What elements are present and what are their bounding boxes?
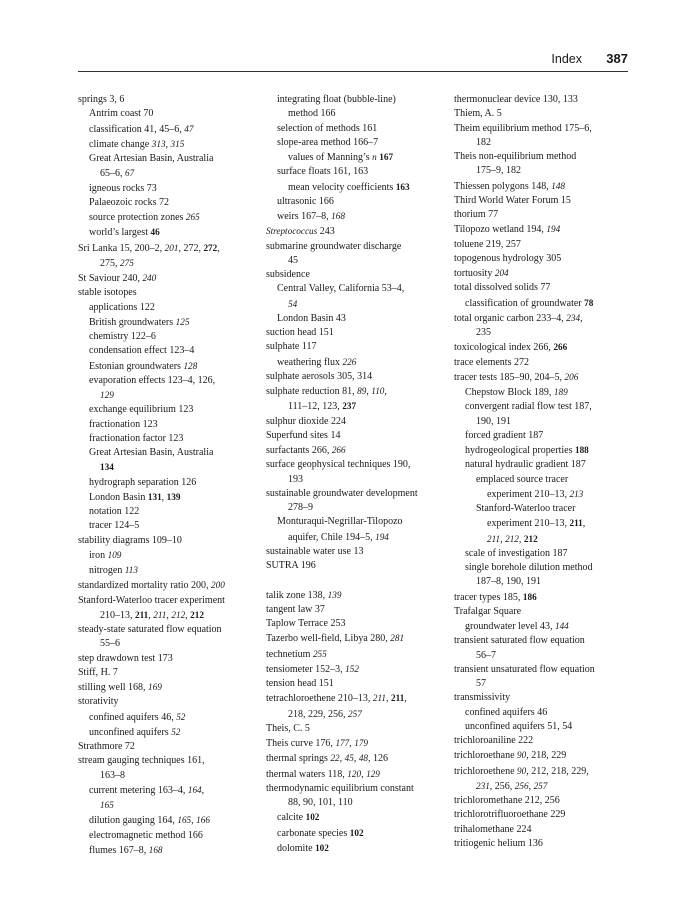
index-entry: step drawdown test 173: [78, 652, 173, 664]
index-entry: Strathmore 72: [78, 741, 135, 752]
index-subentry: Antrim coast 70: [89, 108, 154, 120]
index-subentry: experiment 210–13, 213: [487, 488, 584, 500]
header-rule: [78, 71, 628, 72]
index-subentry: British groundwaters 125: [89, 316, 190, 328]
index-subentry: values of Manning’s n 167: [288, 152, 394, 163]
index-entry: trichloroethene 90, 212, 218, 229,: [454, 765, 589, 777]
index-subentry: weirs 167–8, 168: [277, 211, 345, 222]
index-subentry: 54: [288, 298, 298, 309]
index-subentry: nitrogen 113: [89, 565, 138, 576]
index-entry: tangent law 37: [266, 603, 325, 615]
index-subentry: Palaeozoic rocks 72: [89, 196, 169, 208]
section-gap: [266, 573, 446, 587]
index-subentry: tracer 124–5: [89, 520, 140, 532]
index-subentry: electromagnetic method 166: [89, 829, 203, 841]
index-entry: stable isotopes: [78, 287, 137, 299]
index-subentry: 165: [100, 800, 114, 810]
index-entry: total dissolved solids 77: [454, 282, 551, 294]
index-subentry: Central Valley, California 53–4,: [277, 283, 405, 295]
index-subentry: 231, 256, 256, 257: [476, 780, 548, 792]
index-subentry: mean velocity coefficients 163: [288, 181, 410, 193]
index-entry: sulphate aerosols 305, 314: [266, 370, 373, 382]
index-subentry: calcite 102: [277, 812, 320, 824]
index-subentry: 235: [476, 327, 491, 338]
index-entry: stability diagrams 109–10: [78, 534, 182, 546]
index-subentry: dilution gauging 164, 165, 166: [89, 815, 210, 827]
index-entry: standardized mortality ratio 200, 200: [78, 580, 225, 592]
index-subentry: evaporation effects 123–4, 126,: [89, 374, 216, 386]
index-subentry: 182: [476, 136, 491, 148]
index-subentry: 88, 90, 101, 110: [288, 797, 353, 808]
index-entry: springs 3, 6: [78, 94, 125, 105]
index-subentry: unconfined aquifers 51, 54: [465, 720, 573, 732]
header-title: Index: [551, 52, 582, 66]
index-subentry: ultrasonic 166: [277, 195, 334, 207]
running-header: [78, 50, 628, 70]
index-entry: transient saturated flow equation: [454, 635, 585, 647]
index-subentry: fractionation 123: [89, 418, 158, 430]
index-entry: SUTRA 196: [266, 560, 316, 571]
index-entry: transmissivity: [454, 692, 511, 704]
index-entry: Stiff, H. 7: [78, 666, 118, 678]
index-entry: thermal springs 22, 45, 48, 126: [266, 753, 388, 765]
index-entry: Theim equilibrium method 175–6,: [454, 122, 592, 134]
index-entry: toxicological index 266, 266: [454, 342, 568, 354]
index-entry: trichloroethane 90, 218, 229: [454, 750, 567, 762]
index-subentry: 57: [476, 678, 486, 689]
index-entry: Streptococcus 243: [266, 226, 335, 238]
index-subentry: climate change 313, 315: [89, 138, 185, 150]
index-entry: trace elements 272: [454, 356, 529, 368]
index-entry: thorium 77: [454, 209, 499, 220]
index-entry: Theis, C. 5: [266, 722, 310, 734]
index-entry: suction head 151: [266, 327, 334, 338]
index-subentry: 211, 212, 212: [487, 533, 538, 545]
index-subentry: 275, 275: [100, 257, 134, 269]
index-entry: Stanford-Waterloo tracer experiment: [78, 594, 225, 606]
index-entry: Theis non-equilibrium method: [454, 151, 577, 162]
index-entry: Tilopozo wetland 194, 194: [454, 224, 561, 236]
index-entry: Tazerbo well-field, Libya 280, 281: [266, 633, 405, 645]
index-entry: tortuosity 204: [454, 268, 509, 279]
index-subentry: source protection zones 265: [89, 212, 200, 223]
index-entry: St Saviour 240, 240: [78, 273, 157, 284]
index-entry: steady-state saturated flow equation: [78, 624, 222, 635]
index-entry: trichlorotrifluoroethane 229: [454, 809, 566, 821]
index-entry: Theis curve 176, 177, 179: [266, 738, 368, 749]
index-subentry: chemistry 122–6: [89, 331, 156, 342]
index-subentry: Great Artesian Basin, Australia: [89, 153, 214, 164]
index-entry: Taplow Terrace 253: [266, 618, 346, 629]
index-subentry: iron 109: [89, 549, 122, 561]
index-subentry: groundwater level 43, 144: [465, 621, 569, 632]
index-subentry: carbonate species 102: [277, 827, 364, 839]
index-entry: Thiem, A. 5: [454, 108, 502, 120]
index-entry: Third World Water Forum 15: [454, 194, 571, 206]
index-subentry: 111–12, 123, 237: [288, 401, 357, 413]
index-subentry: Great Artesian Basin, Australia: [89, 447, 214, 458]
index-subentry: confined aquifers 46, 52: [89, 711, 186, 723]
index-entry: total organic carbon 233–4, 234,: [454, 312, 583, 324]
index-subentry: hydrograph separation 126: [89, 476, 197, 488]
index-subentry: weathering flux 226: [277, 356, 357, 368]
index-subentry: slope-area method 166–7: [277, 136, 379, 148]
index-subentry: surface floats 161, 163: [277, 166, 369, 178]
index-subentry: forced gradient 187: [465, 429, 544, 441]
index-entry: tracer types 185, 186: [454, 591, 537, 603]
index-subentry: integrating float (bubble-line): [277, 94, 396, 105]
index-subentry: condensation effect 123–4: [89, 345, 195, 357]
index-entry: submarine groundwater discharge: [266, 240, 402, 252]
index-subentry: Chepstow Block 189, 189: [465, 387, 568, 398]
index-subentry: Monturaqui-Negrillar-Tilopozo: [277, 516, 403, 528]
index-subentry: convergent radial flow test 187,: [465, 401, 592, 413]
index-subentry: 193: [288, 473, 303, 485]
index-subentry: 190, 191: [476, 415, 511, 427]
index-entry: thermonuclear device 130, 133: [454, 94, 578, 105]
index-entry: Thiessen polygons 148, 148: [454, 180, 565, 192]
index-subentry: confined aquifers 46: [465, 706, 548, 718]
index-subentry: classification of groundwater 78: [465, 297, 594, 309]
index-subentry: 218, 229, 256, 257: [288, 708, 362, 720]
index-entry: Trafalgar Square: [454, 605, 522, 617]
index-entry: surface geophysical techniques 190,: [266, 459, 411, 471]
index-entry: talik zone 138, 139: [266, 589, 342, 601]
index-subentry: Stanford-Waterloo tracer: [476, 503, 576, 514]
index-entry: tritiogenic helium 136: [454, 837, 543, 849]
index-entry: transient unsaturated flow equation: [454, 663, 595, 675]
index-entry: surfactants 266, 266: [266, 445, 346, 456]
index-subentry: 45: [288, 254, 298, 266]
index-subentry: scale of investigation 187: [465, 547, 568, 559]
index-column-1: [78, 93, 258, 858]
index-subentry: Estonian groundwaters 128: [89, 360, 198, 372]
index-entry: thermal waters 118, 120, 129: [266, 768, 380, 780]
index-entry: trichloroaniline 222: [454, 735, 534, 746]
index-subentry: aquifer, Chile 194–5, 194: [288, 531, 389, 543]
index-entry: trichloromethane 212, 256: [454, 795, 560, 806]
index-subentry: 175–9, 182: [476, 165, 521, 177]
index-entry: tensiometer 152–3, 152: [266, 663, 359, 675]
index-subentry: 65–6, 67: [100, 168, 135, 180]
index-entry: technetium 255: [266, 648, 327, 660]
index-entry: trihalomethane 224: [454, 823, 532, 835]
index-subentry: 163–8: [100, 769, 125, 781]
index-entry: sulphate 117: [266, 341, 317, 353]
page-number: 387: [606, 51, 628, 66]
index-subentry: 187–8, 190, 191: [476, 576, 541, 588]
index-subentry: current metering 163–4, 164,: [89, 784, 205, 796]
index-column-3: [454, 93, 634, 851]
index-entry: tension head 151: [266, 678, 334, 689]
index-entry: sustainable water use 13: [266, 545, 364, 557]
index-subentry: single borehole dilution method: [465, 562, 593, 573]
index-entry: sulphur dioxide 224: [266, 415, 346, 427]
index-subentry: dolomite 102: [277, 842, 329, 854]
index-subentry: unconfined aquifers 52: [89, 726, 181, 738]
index-subentry: notation 122: [89, 506, 140, 517]
index-column-2: [266, 93, 446, 856]
index-subentry: 278–9: [288, 502, 313, 513]
index-entry: sulphate reduction 81, 89, 110,: [266, 386, 387, 397]
index-entry: subsidence: [266, 269, 310, 280]
index-subentry: igneous rocks 73: [89, 182, 157, 194]
index-subentry: 134: [100, 462, 114, 473]
index-subentry: classification 41, 45–6, 47: [89, 123, 194, 135]
index-subentry: flumes 167–8, 168: [89, 844, 163, 856]
index-entry: stream gauging techniques 161,: [78, 755, 205, 767]
index-entry: tracer tests 185–90, 204–5, 206: [454, 371, 579, 383]
index-subentry: exchange equilibrium 123: [89, 404, 194, 416]
index-subentry: hydrogeological properties 188: [465, 445, 589, 456]
index-subentry: world’s largest 46: [89, 227, 160, 239]
index-entry: tetrachloroethene 210–13, 211, 211,: [266, 693, 407, 705]
index-entry: Sri Lanka 15, 200–2, 201, 272, 272,: [78, 242, 220, 254]
index-entry: storativity: [78, 696, 119, 708]
index-entry: thermodynamic equilibrium constant: [266, 782, 414, 794]
index-subentry: London Basin 43: [277, 312, 346, 324]
index-entry: sustainable groundwater development: [266, 487, 418, 499]
index-subentry: selection of methods 161: [277, 122, 378, 134]
index-subentry: London Basin 131, 139: [89, 491, 181, 503]
index-subentry: experiment 210–13, 211,: [487, 518, 586, 530]
index-subentry: emplaced source tracer: [476, 473, 569, 485]
index-entry: topogenous hydrology 305: [454, 252, 562, 264]
index-subentry: 210–13, 211, 211, 212, 212: [100, 609, 204, 621]
index-subentry: natural hydraulic gradient 187: [465, 459, 586, 471]
index-entry: Superfund sites 14: [266, 429, 341, 441]
index-entry: toluene 219, 257: [454, 238, 521, 250]
index-subentry: fractionation factor 123: [89, 432, 184, 444]
index-entry: stilling well 168, 169: [78, 682, 162, 693]
index-subentry: 56–7: [476, 649, 496, 661]
index-subentry: method 166: [288, 108, 336, 120]
index-subentry: 129: [100, 390, 114, 400]
index-subentry: applications 122: [89, 301, 155, 313]
index-subentry: 55–6: [100, 638, 120, 650]
